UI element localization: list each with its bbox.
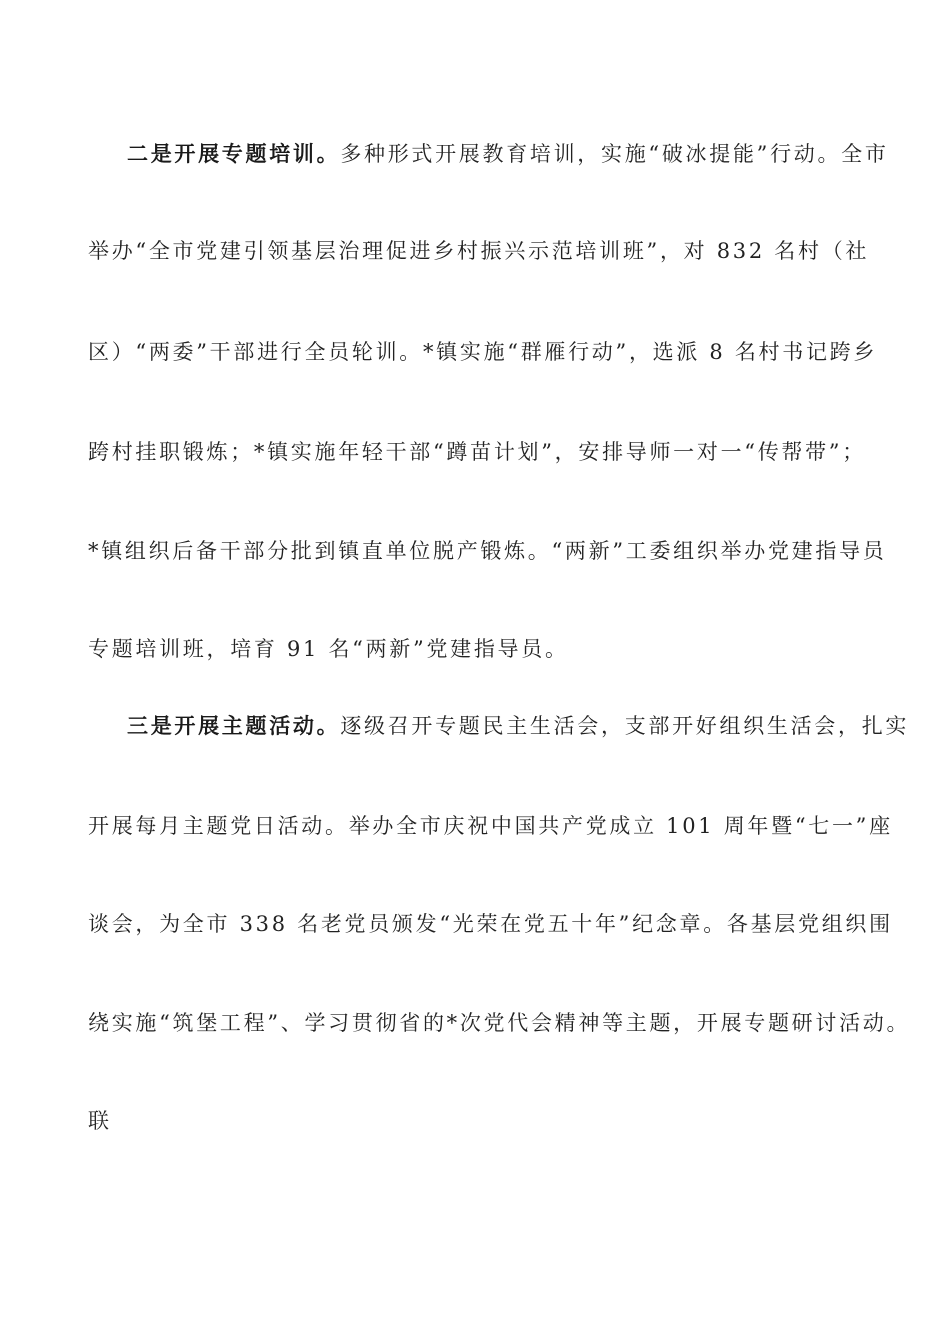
paragraph-2-line-3: 谈会，为全市 338 名老党员颁发“光荣在党五十年”纪念章。各基层党组织围 (88, 912, 893, 936)
paragraph-2-line-5: 联 (88, 1109, 112, 1133)
paragraph-1-heading: 二是开展专题培训。 (127, 141, 341, 166)
paragraph-2-line-1 (127, 711, 910, 741)
paragraph-1-line-2: 举办“全市党建引领基层治理促进乡村振兴示范培训班”，对 832 名村（社 (88, 239, 870, 263)
paragraph-2-line-2: 开展每月主题党日活动。举办全市庆祝中国共产党成立 101 周年暨“七一”座 (88, 814, 893, 838)
paragraph-1-line-4: 跨村挂职锻炼；*镇实施年轻干部“蹲苗计划”，安排导师一对一“传帮带”； (88, 440, 866, 464)
paragraph-1-line-1 (127, 139, 887, 169)
paragraph-1-text: 多种形式开展教育培训，实施“破冰提能”行动。全市 (340, 142, 889, 166)
paragraph-2-line-4: 绕实施“筑堡工程”、学习贯彻省的*次党代会精神等主题，开展专题研讨活动。 (88, 1011, 911, 1035)
paragraph-1-line-5: *镇组织后备干部分批到镇直单位脱产锻炼。“两新”工委组织举办党建指导员 (88, 539, 887, 563)
paragraph-2-heading: 三是开展主题活动。 (127, 713, 341, 738)
paragraph-1-line-3: 区）“两委”干部进行全员轮训。*镇实施“群雁行动”，选派 8 名村书记跨乡 (88, 340, 878, 364)
paragraph-2-text: 逐级召开专题民主生活会，支部开好组织生活会，扎实 (340, 714, 910, 738)
paragraph-1-line-6: 专题培训班，培育 91 名“两新”党建指导员。 (88, 637, 569, 661)
